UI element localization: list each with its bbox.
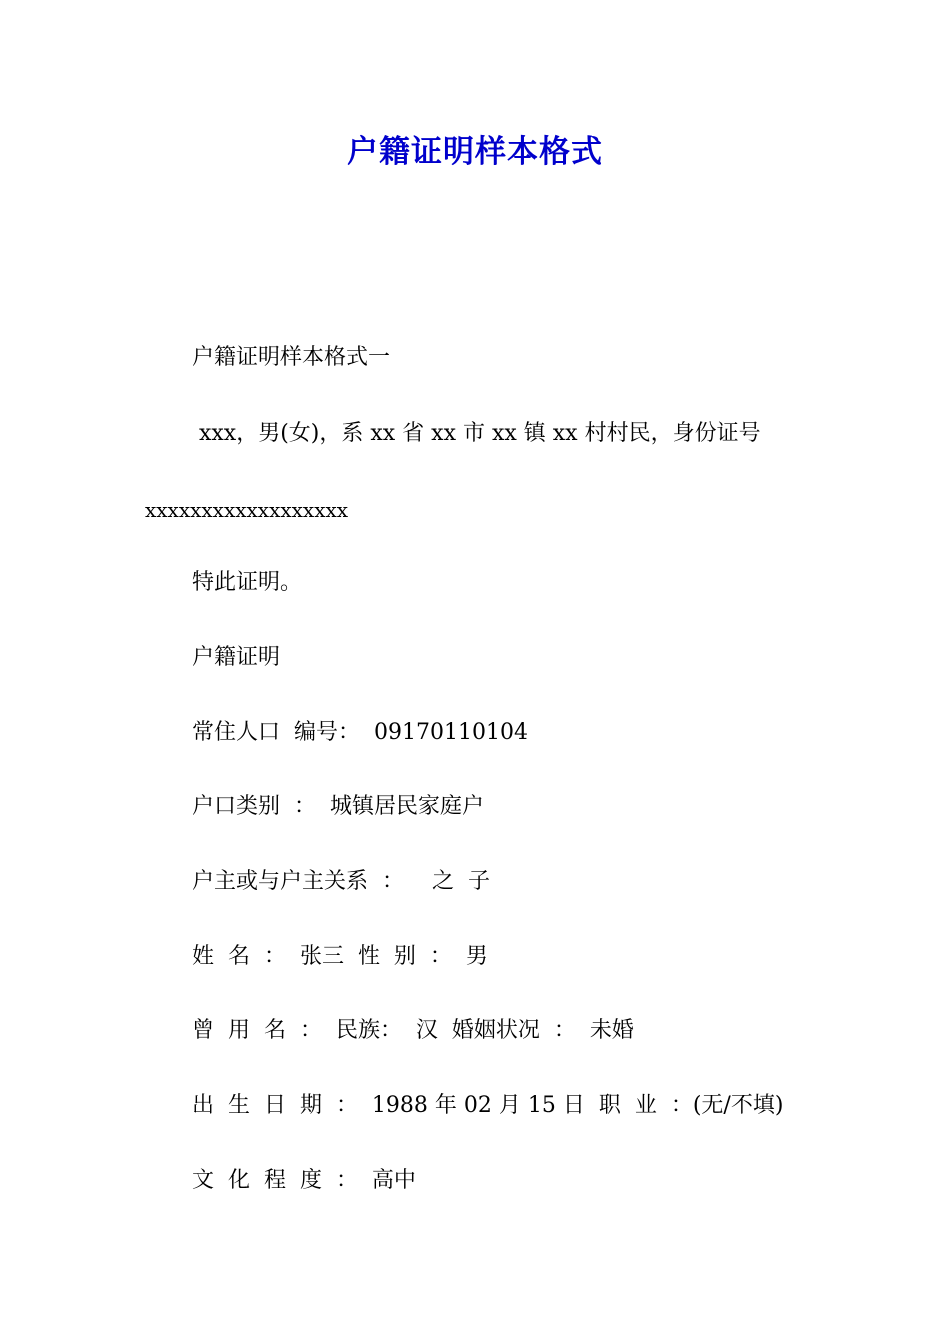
body-text-line: xxx，男(女)，系 xx 省 xx 市 xx 镇 xx 村村民，身份证号 xyxy=(192,421,761,446)
body-text-line: 特此证明。 xyxy=(192,570,303,595)
document-title: 户籍证明样本格式 xyxy=(347,134,603,170)
field-line: 常住人口 编号： 09170110104 xyxy=(192,720,528,745)
section-heading: 户籍证明 xyxy=(192,645,281,670)
field-line: 曾 用 名 ： 民族： 汉 婚姻状况 ： 未婚 xyxy=(192,1018,634,1043)
field-line: 户主或与户主关系 ： 之 子 xyxy=(192,869,490,894)
field-line: 出 生 日 期 ： 1988 年 02 月 15 日 职 业 ：(无/不填) xyxy=(192,1093,784,1118)
field-line: 户口类别 ： 城镇居民家庭户 xyxy=(192,794,484,819)
field-line: 文 化 程 度 ： 高中 xyxy=(192,1168,416,1193)
id-number-line: xxxxxxxxxxxxxxxxxx xyxy=(145,498,349,522)
field-line: 姓 名 ： 张三 性 别 ： 男 xyxy=(192,944,488,969)
section-heading: 户籍证明样本格式一 xyxy=(192,345,391,370)
